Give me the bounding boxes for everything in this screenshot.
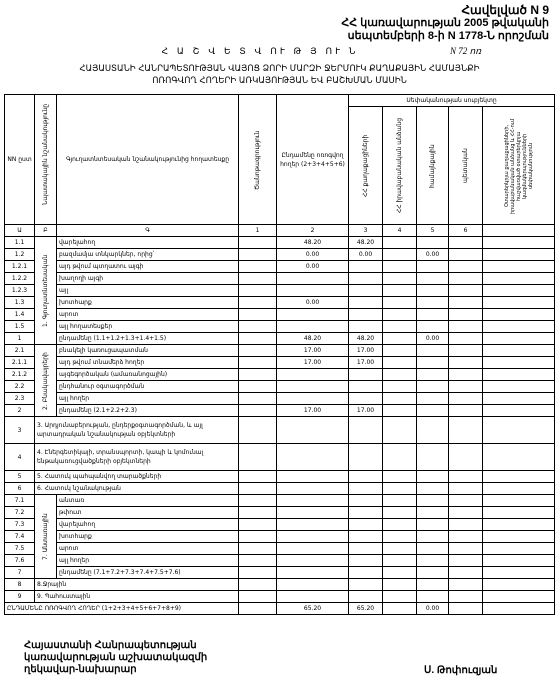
table-row: 1.2.3 այլ — [5, 285, 555, 297]
header-category: Նպատակային նշանակությունը — [35, 95, 57, 225]
subtitle-line-2: ՈՌՈԳՎՈՂ ՀՈՂԵՐԻ ԱՌԿԱՅՈՒԹՅԱՆ ԵՎ ԲԱՇԽՄԱՆ ՄԱՍԻՆ — [152, 76, 407, 86]
group-agricultural-label: 1. Գյուղատնտեսական — [35, 237, 57, 345]
header-col-4: համայնքային — [417, 107, 449, 225]
table-row: 1.2 բազմամյա տնկարկներ, որից՝ 0.00 0.00 0.00 — [5, 249, 555, 261]
table-row: 1.1 1. Գյուղատնտեսական վարելահող 48.20 48.20 — [5, 237, 555, 249]
table-row: 1 ընդամենը (1.1+1.2+1.3+1.4+1.5) 48.20 48.20 0.00 — [5, 333, 555, 345]
appendix-number: Հավելված N 9 — [461, 3, 549, 17]
grand-total-row: ԸՆԴԱՄԵՆԸ ՈՌՈԳՎՈՂ ՀՈՂԵՐ (1+2+3+4+5+6+7+8+9) 65.20 65.20 0.00 — [5, 603, 555, 615]
table-row: 5 5. Հատուկ պահպանվող տարածքների — [5, 471, 555, 483]
header-col-6: Օտարերկրյա քաղաքացիների, իրավաբանական անձանց և ՀՀ-ում հաշվառված օտարերկրյա կազմակերպությունների սեփականություն — [483, 107, 555, 225]
table-row: 7.2 թփուտ — [5, 507, 555, 519]
header-ownership-group: Սեփականության սուբյեկտը — [349, 95, 555, 107]
table-row: 2.1.1 այդ թվում տնամերձ հողեր 17.00 17.00 — [5, 357, 555, 369]
table-row: 2.3 այլ հողեր — [5, 393, 555, 405]
land-report-table — [4, 94, 555, 615]
table-row: 2.1.2 այգեգործական (ամառանոցային) — [5, 369, 555, 381]
table-row: 4 4. Էներգետիկայի, տրանսպորտի, կապի և կոմունալ ենթակառուցվածքների օբյեկտների — [5, 444, 555, 471]
document-header — [289, 4, 549, 43]
footer-signatory-title — [24, 640, 207, 676]
group-settlements-label: 2. Բնակավայրերի — [35, 345, 57, 417]
signatory-name: Ս. Թոփուզյան — [424, 665, 498, 676]
table-row: 2 ընդամենը (2.1+2.2+2.3) 17.00 17.00 — [5, 405, 555, 417]
header-notes: Ծանոթագրություն — [239, 95, 277, 225]
table-row: 2.1 2. Բնակավայրերի բնակելի կառուցապատման 17.00 17.00 — [5, 345, 555, 357]
header-letters-row: Ա Բ Գ 1 2 3 4 5 6 — [5, 225, 555, 237]
government-reference: ՀՀ կառավարության 2005 թվականի — [341, 17, 549, 29]
header-total: Ընդամենը ոռոգվող հողեր (2+3+4+5+6) — [277, 95, 349, 225]
table-row: 7.4 խոտհարք — [5, 531, 555, 543]
footer-line-1: Հայաստանի Հանրապետության — [24, 640, 197, 651]
table-row: 3 3. Արդյունաբերության, ընդերքօգտագործման, և այլ արտադրական նշանակության օբյեկտների — [5, 417, 555, 444]
footer-line-2: կառավարության աշխատակազմի — [24, 652, 208, 663]
header-col-3: ՀՀ իրավաբանական անձանց — [383, 107, 417, 225]
table-row: 7.1 7. Անտառային անտառ — [5, 495, 555, 507]
table-row: 1.2.1 այդ թվում պտղատու այգի 0.00 — [5, 261, 555, 273]
header-nn: NN ըստ — [5, 95, 35, 225]
decision-reference: սեպտեմբերի 8-ի N 1778-Ն որոշման — [347, 30, 549, 42]
group-forest-label: 7. Անտառային — [35, 495, 57, 579]
table-row: 7.3 վարելահող — [5, 519, 555, 531]
table-row: 1.2.2 խաղողի այգի — [5, 273, 555, 285]
table-row: 7.6 այլ հողեր — [5, 555, 555, 567]
document-title: Հ Ա Շ Վ Ե Տ Վ ՈՒ Թ Յ ՈՒ Ն — [161, 47, 359, 57]
header-land-types: Գյուղատնտեսական նշանակությունից հողատեսքը — [57, 95, 239, 225]
table-row: 8 8.Ջրային — [5, 579, 555, 591]
table-row: 9 9. Պահուստային — [5, 591, 555, 603]
table-row: 6 6. Հատուկ նշանակության — [5, 483, 555, 495]
table-row: 1.5 այլ հողատեսքեր — [5, 321, 555, 333]
table-row: 2.2 ընդհանուր օգտագործման — [5, 381, 555, 393]
header-col-5: պետական — [449, 107, 483, 225]
table-row: 7 ընդամենը (7.1+7.2+7.3+7.4+7.5+7.6) — [5, 567, 555, 579]
footer-line-3: ղեկավար-նախարար — [24, 664, 137, 675]
table-row: 1.4 արոտ — [5, 309, 555, 321]
table-row: 7.5 արոտ — [5, 543, 555, 555]
header-col-2: ՀՀ քաղաքացիների — [349, 107, 383, 225]
document-number: N 72 ոռ — [450, 46, 482, 56]
table-row: 1.3 խոտհարք 0.00 — [5, 297, 555, 309]
subtitle-line-1: ՀԱՅԱՍՏԱՆԻ ՀԱՆՐԱՊԵՏՈՒԹՅԱՆ ՎԱՅՈՑ ՁՈՐԻ ՄԱՐԶԻ ՋԵՐՄՈՒԿ ՔԱՂԱՔԱՅԻՆ ՀԱՄԱՅՆՔԻ — [79, 64, 480, 74]
